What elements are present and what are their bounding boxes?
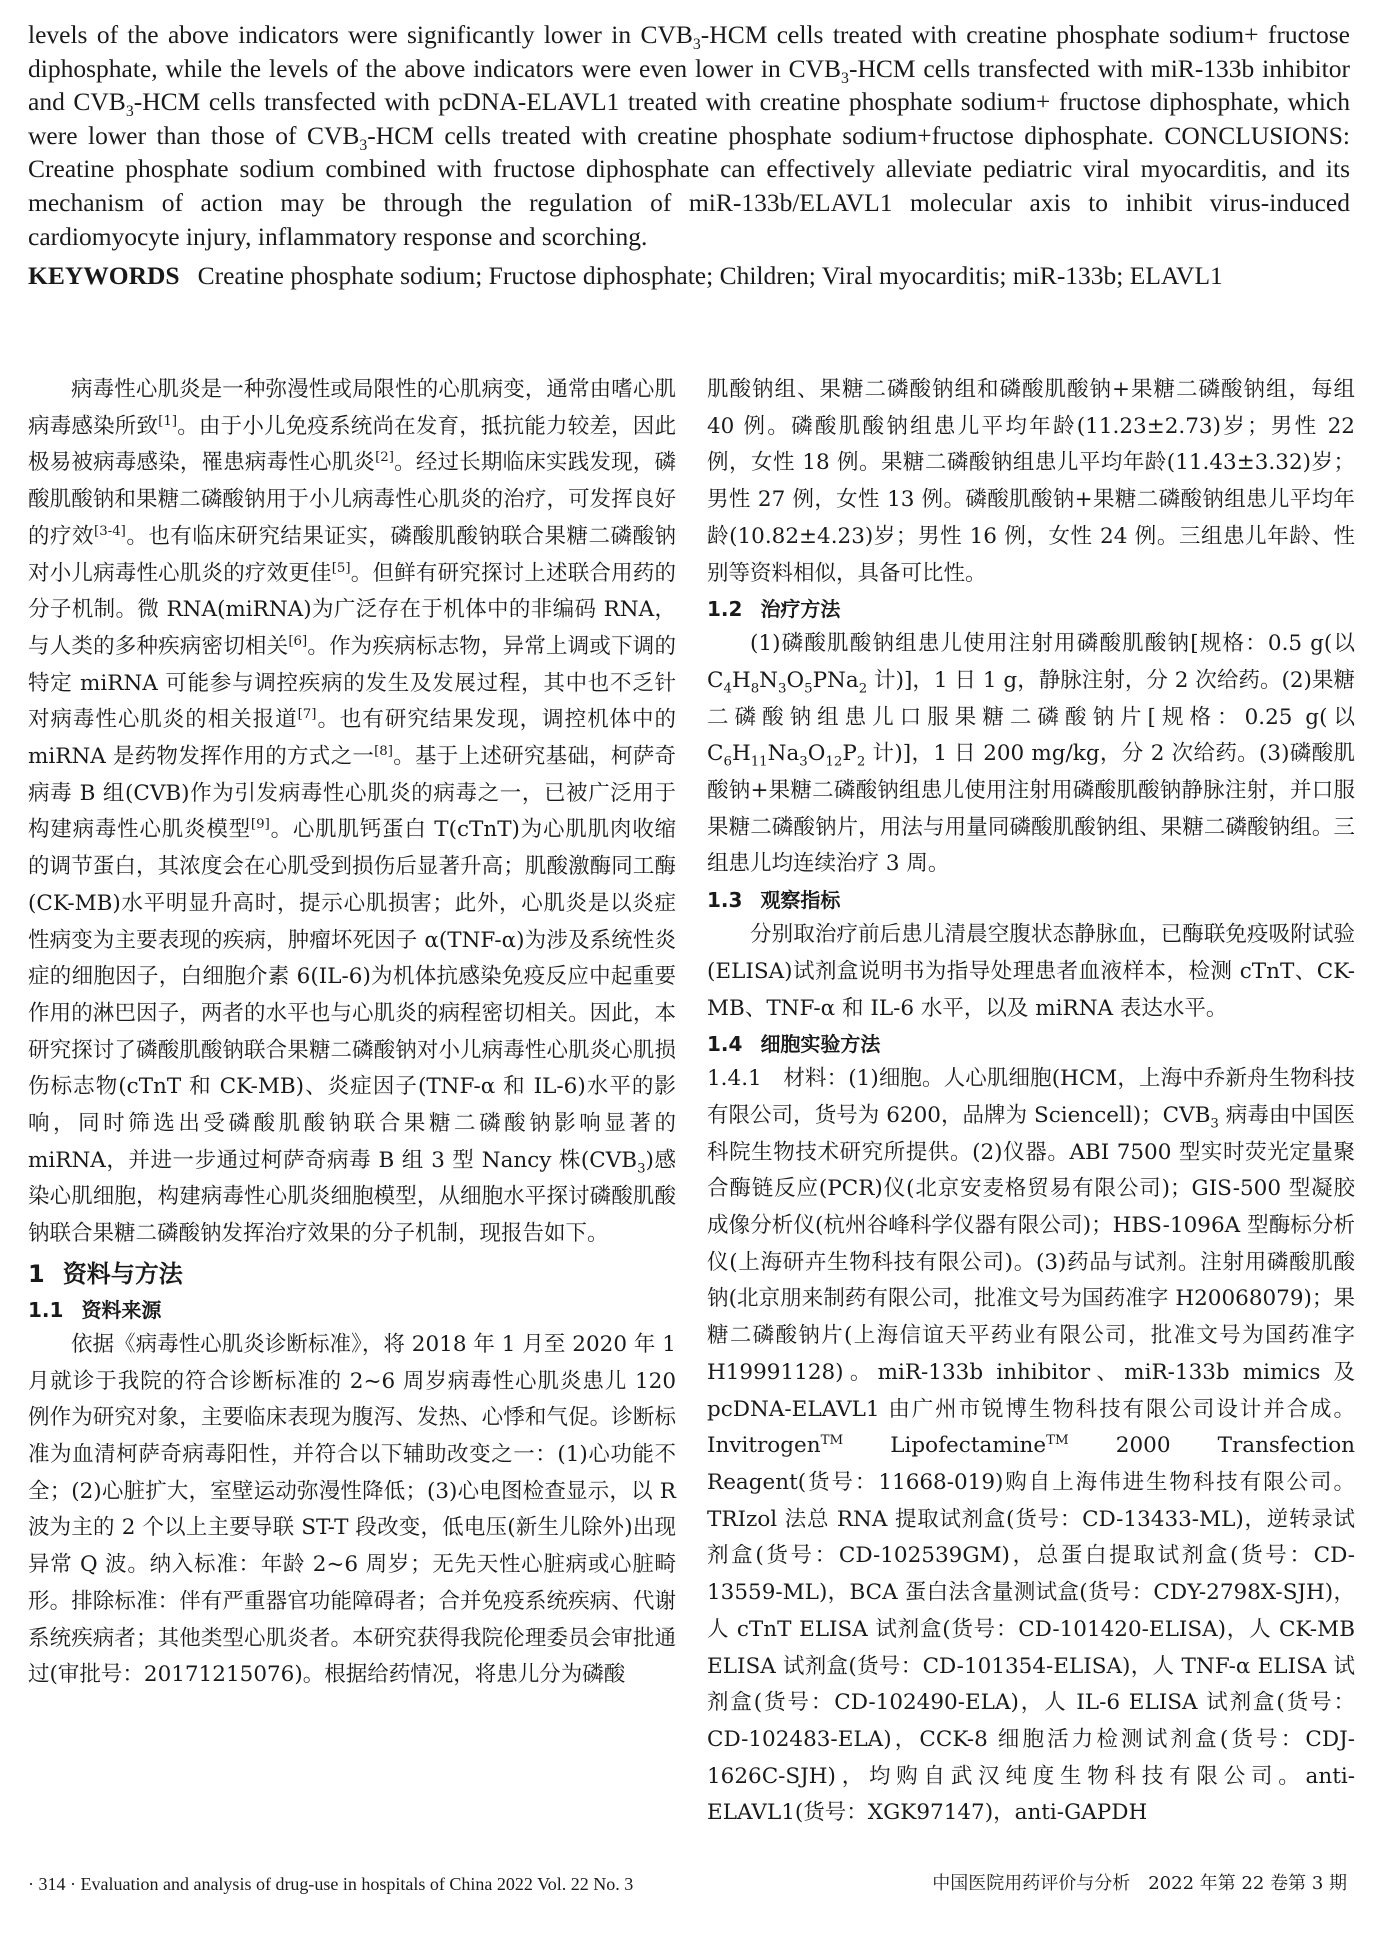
section-heading-1-3: 1.3 观察指标	[707, 888, 841, 913]
section-heading-1-2: 1.2 治疗方法	[707, 597, 841, 622]
citation: [2]	[375, 450, 394, 466]
citation: [8]	[374, 743, 393, 759]
footer-journal-english: · 314 · Evaluation and analysis of drug-use in hospitals of China 2022 Vol. 22 No. 3	[28, 1874, 634, 1894]
data-source-paragraph: 依据《病毒性心肌炎诊断标准》，将 2018 年 1 月至 2020 年 1 月就诊于我院的符合诊断标准的 2~6 周岁病毒性心肌炎患儿 120 例作为研究对象，主要临床表现为腹泻、发热、心悸和气促。诊断标准为血清柯萨奇病毒阳性，并符合以下辅助改变之一：(1)心功能不全；(2)心脏扩大，室壁运动弥漫性降低；(3)心电图检查显示，以 R 波为主的 2 个以上主要导联 ST-T 段改变，低电压(新生儿除外)出现异常 Q 波。纳入标准：年龄 2~6 周岁；无先天性心脏病或心脏畸形。排除标准：伴有严重器官功能障碍者；合并免疫系统疾病、代谢系统疾病者；其他类型心肌炎者。本研究获得我院伦理委员会审批通过(审批号：20171215076)。根据给药情况，将患儿分为磷酸	[28, 1331, 676, 1688]
materials-paragraph: 1.4.1 材料：(1)细胞。人心肌细胞(HCM，上海中乔新舟生物科技有限公司，货号为 6200，品牌为 Sciencell)；$CVB_3$ 病毒由中国医科院生物技术研究所提供。(2)仪器。ABI 7500 型实时荧光定量聚合酶链反应(PCR)仪(北京安麦格贸易有限公司)；GIS-500 型凝胶成像分析仪(杭州谷峰科学仪器有限公司)；HBS-1096A 型酶标分析仪(上海研卉生物科技有限公司)。(3)药品与试剂。注射用磷酸肌酸钠(北京朋来制药有限公司，批准文号为国药准字 H20068079)；果糖二磷酸钠片(上海信谊天平药业有限公司，批准文号为国药准字 H19991128)。miR-133b inhibitor、miR-133b mimics 及 pcDNA-ELAVL1 由广州市锐博生物科技有限公司设计并合成。Invitrogen™ Lipofectamine™ 2000 Transfection Reagent(货号：11668-019)购自上海伟进生物科技有限公司。TRIzol 法总 RNA 提取试剂盒(货号：CD-13433-ML)，逆转录试剂盒(货号：CD-102539GM)，总蛋白提取试剂盒(货号：CD-13559-ML)，BCA 蛋白法含量测试盒(货号：CDY-2798X-SJH)，人 cTnT ELISA 试剂盒(货号：CD-101420-ELISA)，人 CK-MB ELISA 试剂盒(货号：CD-101354-ELISA)，人 TNF-α ELISA 试剂盒(货号：CD-102490-ELA)，人 IL-6 ELISA 试剂盒(货号：CD-102483-ELA)，CCK-8 细胞活力检测试剂盒(货号：CDJ-1626C-SJH)，均购自武汉纯度生物科技有限公司。anti-ELAVL1(货号：XGK97147)，anti-GAPDH	[707, 1066, 1355, 1826]
citation: [9]	[250, 817, 270, 833]
abstract-text: levels of the above indicators were significantly lower in $CVB_3$-HCM cells treated with creatine phosphate sodium+ fructose diphosphate, while the levels of the above indicators were even lower in $CVB_3$-HCM cells transfected with miR-133b inhibitor and $CVB_3$-HCM cells transfected with pcDNA-ELAVL1 treated with creatine phosphate sodium+ fructose diphosphate, which were lower than those of $CVB_3$-HCM cells treated with creatine phosphate sodium+fructose diphosphate. CONCLUSIONS: Creatine phosphate sodium combined with fructose diphosphate can effectively alleviate pediatric viral myocarditis, and its mechanism of action may be through the regulation of miR-133b/ELAVL1 molecular axis to inhibit virus-induced cardiomyocyte injury, inflammatory response and scorching.	[28, 20, 1351, 251]
keywords-label: KEYWORDS	[28, 261, 180, 291]
section-heading-1-4: 1.4 细胞实验方法	[707, 1032, 881, 1057]
citation: [6]	[288, 633, 308, 649]
keywords-list: Creatine phosphate sodium; Fructose diphosphate; Children; Viral myocarditis; miR-133b; ELAVL1	[197, 261, 1223, 291]
right-column	[707, 372, 1355, 1832]
english-abstract	[28, 18, 1350, 293]
citation: [3-4]	[94, 523, 126, 539]
citation: [5]	[331, 560, 351, 576]
keywords-line	[28, 259, 1350, 293]
introduction-paragraph: 病毒性心肌炎是一种弥漫性或局限性的心肌病变，通常由嗜心肌病毒感染所致[1]。由于小儿免疫系统尚在发育，抵抗能力较差，因此极易被病毒感染，罹患病毒性心肌炎[2]。经过长期临床实践发现，磷酸肌酸钠和果糖二磷酸钠用于小儿病毒性心肌炎的治疗，可发挥良好的疗效[3-4]。也有临床研究结果证实，磷酸肌酸钠联合果糖二磷酸钠对小儿病毒性心肌炎的疗效更佳[5]。但鲜有研究探讨上述联合用药的分子机制。微 RNA(miRNA)为广泛存在于机体中的非编码 RNA，与人类的多种疾病密切相关[6]。作为疾病标志物，异常上调或下调的特定 miRNA 可能参与调控疾病的发生及发展过程，其中也不乏针对病毒性心肌炎的相关报道[7]。也有研究结果发现，调控机体中的 miRNA 是药物发挥作用的方式之一[8]。基于上述研究基础，柯萨奇病毒 B 组(CVB)作为引发病毒性心肌炎的病毒之一，已被广泛用于构建病毒性心肌炎模型[9]。心肌肌钙蛋白 T(cTnT)为心肌肌肉收缩的调节蛋白，其浓度会在心肌受到损伤后显著升高；肌酸激酶同工酶(CK-MB)水平明显升高时，提示心肌损害；此外，心肌炎是以炎症性病变为主要表现的疾病，肿瘤坏死因子 α(TNF-α)为涉及系统性炎症的细胞因子，白细胞介素 6(IL-6)为机体抗感染免疫反应中起重要作用的淋巴因子，两者的水平也与心肌炎的病程密切相关。因此，本研究探讨了磷酸肌酸钠联合果糖二磷酸钠对小儿病毒性心肌炎心肌损伤标志物(cTnT 和 CK-MB)、炎症因子(TNF-α 和 IL-6)水平的影响，同时筛选出受磷酸肌酸钠联合果糖二磷酸钠影响显著的 miRNA，并进一步通过柯萨奇病毒 B 组 3 型 Nancy 株$(CVB_3)$感染心肌细胞，构建病毒性心肌炎细胞模型，从细胞水平探讨磷酸肌酸钠联合果糖二磷酸钠发挥治疗效果的分子机制，现报告如下。	[28, 377, 677, 1247]
treatment-paragraph: (1)磷酸肌酸钠组患儿使用注射用磷酸肌酸钠[规格：0.5 g(以 $C_4H_8N_3O_5PNa_2$ 计)]，1 日 1 g，静脉注射，分 2 次给药。(2)果糖二磷酸钠组患儿口服果糖二磷酸钠片[规格：0.25 g(以 $C_6H_{11}Na_3O_{12}P_2$ 计)]，1 日 200 mg/kg，分 2 次给药。(3)磷酸肌酸钠+果糖二磷酸钠组患儿使用注射用磷酸肌酸钠静脉注射，并口服果糖二磷酸钠片，用法与用量同磷酸肌酸钠组、果糖二磷酸钠组。三组患儿均连续治疗 3 周。	[707, 631, 1355, 877]
groups-paragraph: 肌酸钠组、果糖二磷酸钠组和磷酸肌酸钠+果糖二磷酸钠组，每组 40 例。磷酸肌酸钠组患儿平均年龄(11.23±2.73)岁；男性 22 例，女性 18 例。果糖二磷酸钠组患儿平均年龄(11.43±3.32)岁；男性 27 例，女性 13 例。磷酸肌酸钠+果糖二磷酸钠组患儿平均年龄(10.82±4.23)岁；男性 16 例，女性 24 例。三组患儿年龄、性别等资料相似，具备可比性。	[707, 377, 1355, 586]
citation: [7]	[297, 707, 317, 723]
citation: [1]	[158, 413, 178, 429]
observation-paragraph: 分别取治疗前后患儿清晨空腹状态静脉血，已酶联免疫吸附试验(ELISA)试剂盒说明书为指导处理患者血液样本，检测 cTnT、CK-MB、TNF-α 和 IL-6 水平，以及 miRNA 表达水平。	[707, 922, 1355, 1021]
section-heading-1-1: 1.1 资料来源	[28, 1297, 162, 1322]
left-column	[28, 372, 676, 1694]
footer-journal-chinese: 中国医院用药评价与分析 2022 年第 22 卷第 3 期	[932, 1873, 1347, 1894]
section-heading-1: 1 资料与方法	[28, 1259, 183, 1288]
